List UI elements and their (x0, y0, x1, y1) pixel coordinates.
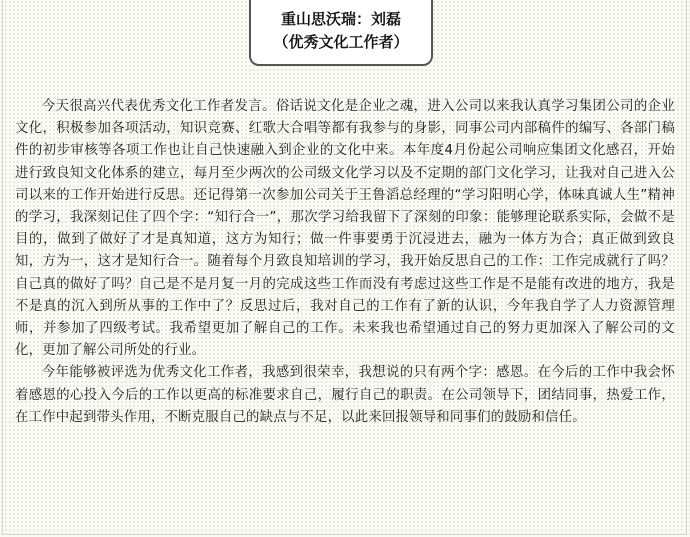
title-box (249, 0, 433, 66)
page-subtitle: （优秀文化工作者） (273, 33, 409, 51)
page-title: 重山思沃瑞：刘磊 (280, 10, 401, 28)
article-body (15, 96, 675, 429)
article-paragraph: 今年能够被评选为优秀文化工作者，我感到很荣幸，我想说的只有两个字：感恩。在今后的工作中我会怀着感恩的心投入今后的工作以更高的标准要求自己，履行自己的职责。在公司领导下，团结同事，热爱工作，在工作中起到带头作用，不断克服自己的缺点与不足，以此来回报领导和同事们的鼓励和信任。 (15, 365, 675, 425)
article-paragraph: 今天很高兴代表优秀文化工作者发言。俗话说文化是企业之魂，进入公司以来我认真学习集团公司的企业文化，积极参加各项活动，知识竞赛、红歌大合唱等都有我参与的身影，同事公司内部稿件的编写、各部门稿件的初步审核等各项工作也让自己快速融入到企业的文化中来。本年度4月份起公司响应集团文化感召，开始进行致良知文化体系的建立，每月至少两次的公司级文化学习以及不定期的部门文化学习，让我对自己进入公司以来的工作开始进行反思。还记得第一次参加公司关于王鲁滔总经理的“学习阳明心学，体味真诚人生”精神的学习，我深刻记住了四个字：“知行合一”，那次学习给我留下了深刻的印象：能够理论联系实际，会做不是目的，做到了做好了才是真知道，这方为知行；做一件事要勇于沉浸进去，融为一体方为合；真正做到致良知，方为一，这才是知行合一。随着每个月致良知培训的学习，我开始反思自己的工作：工作完成就行了吗？自己真的做好了吗？自己是不是月复一月的完成这些工作而没有考虑过这些工作是不是能有改进的地方，我是不是真的沉入到所从事的工作中了？反思过后，我对自己的工作有了新的认识，今年我自学了人力资源管理师，并参加了四级考试。我希望更加了解自己的工作。未来我也希望通过自己的努力更加深入了解公司的文化，更加了解公司所处的行业。 (15, 99, 675, 359)
